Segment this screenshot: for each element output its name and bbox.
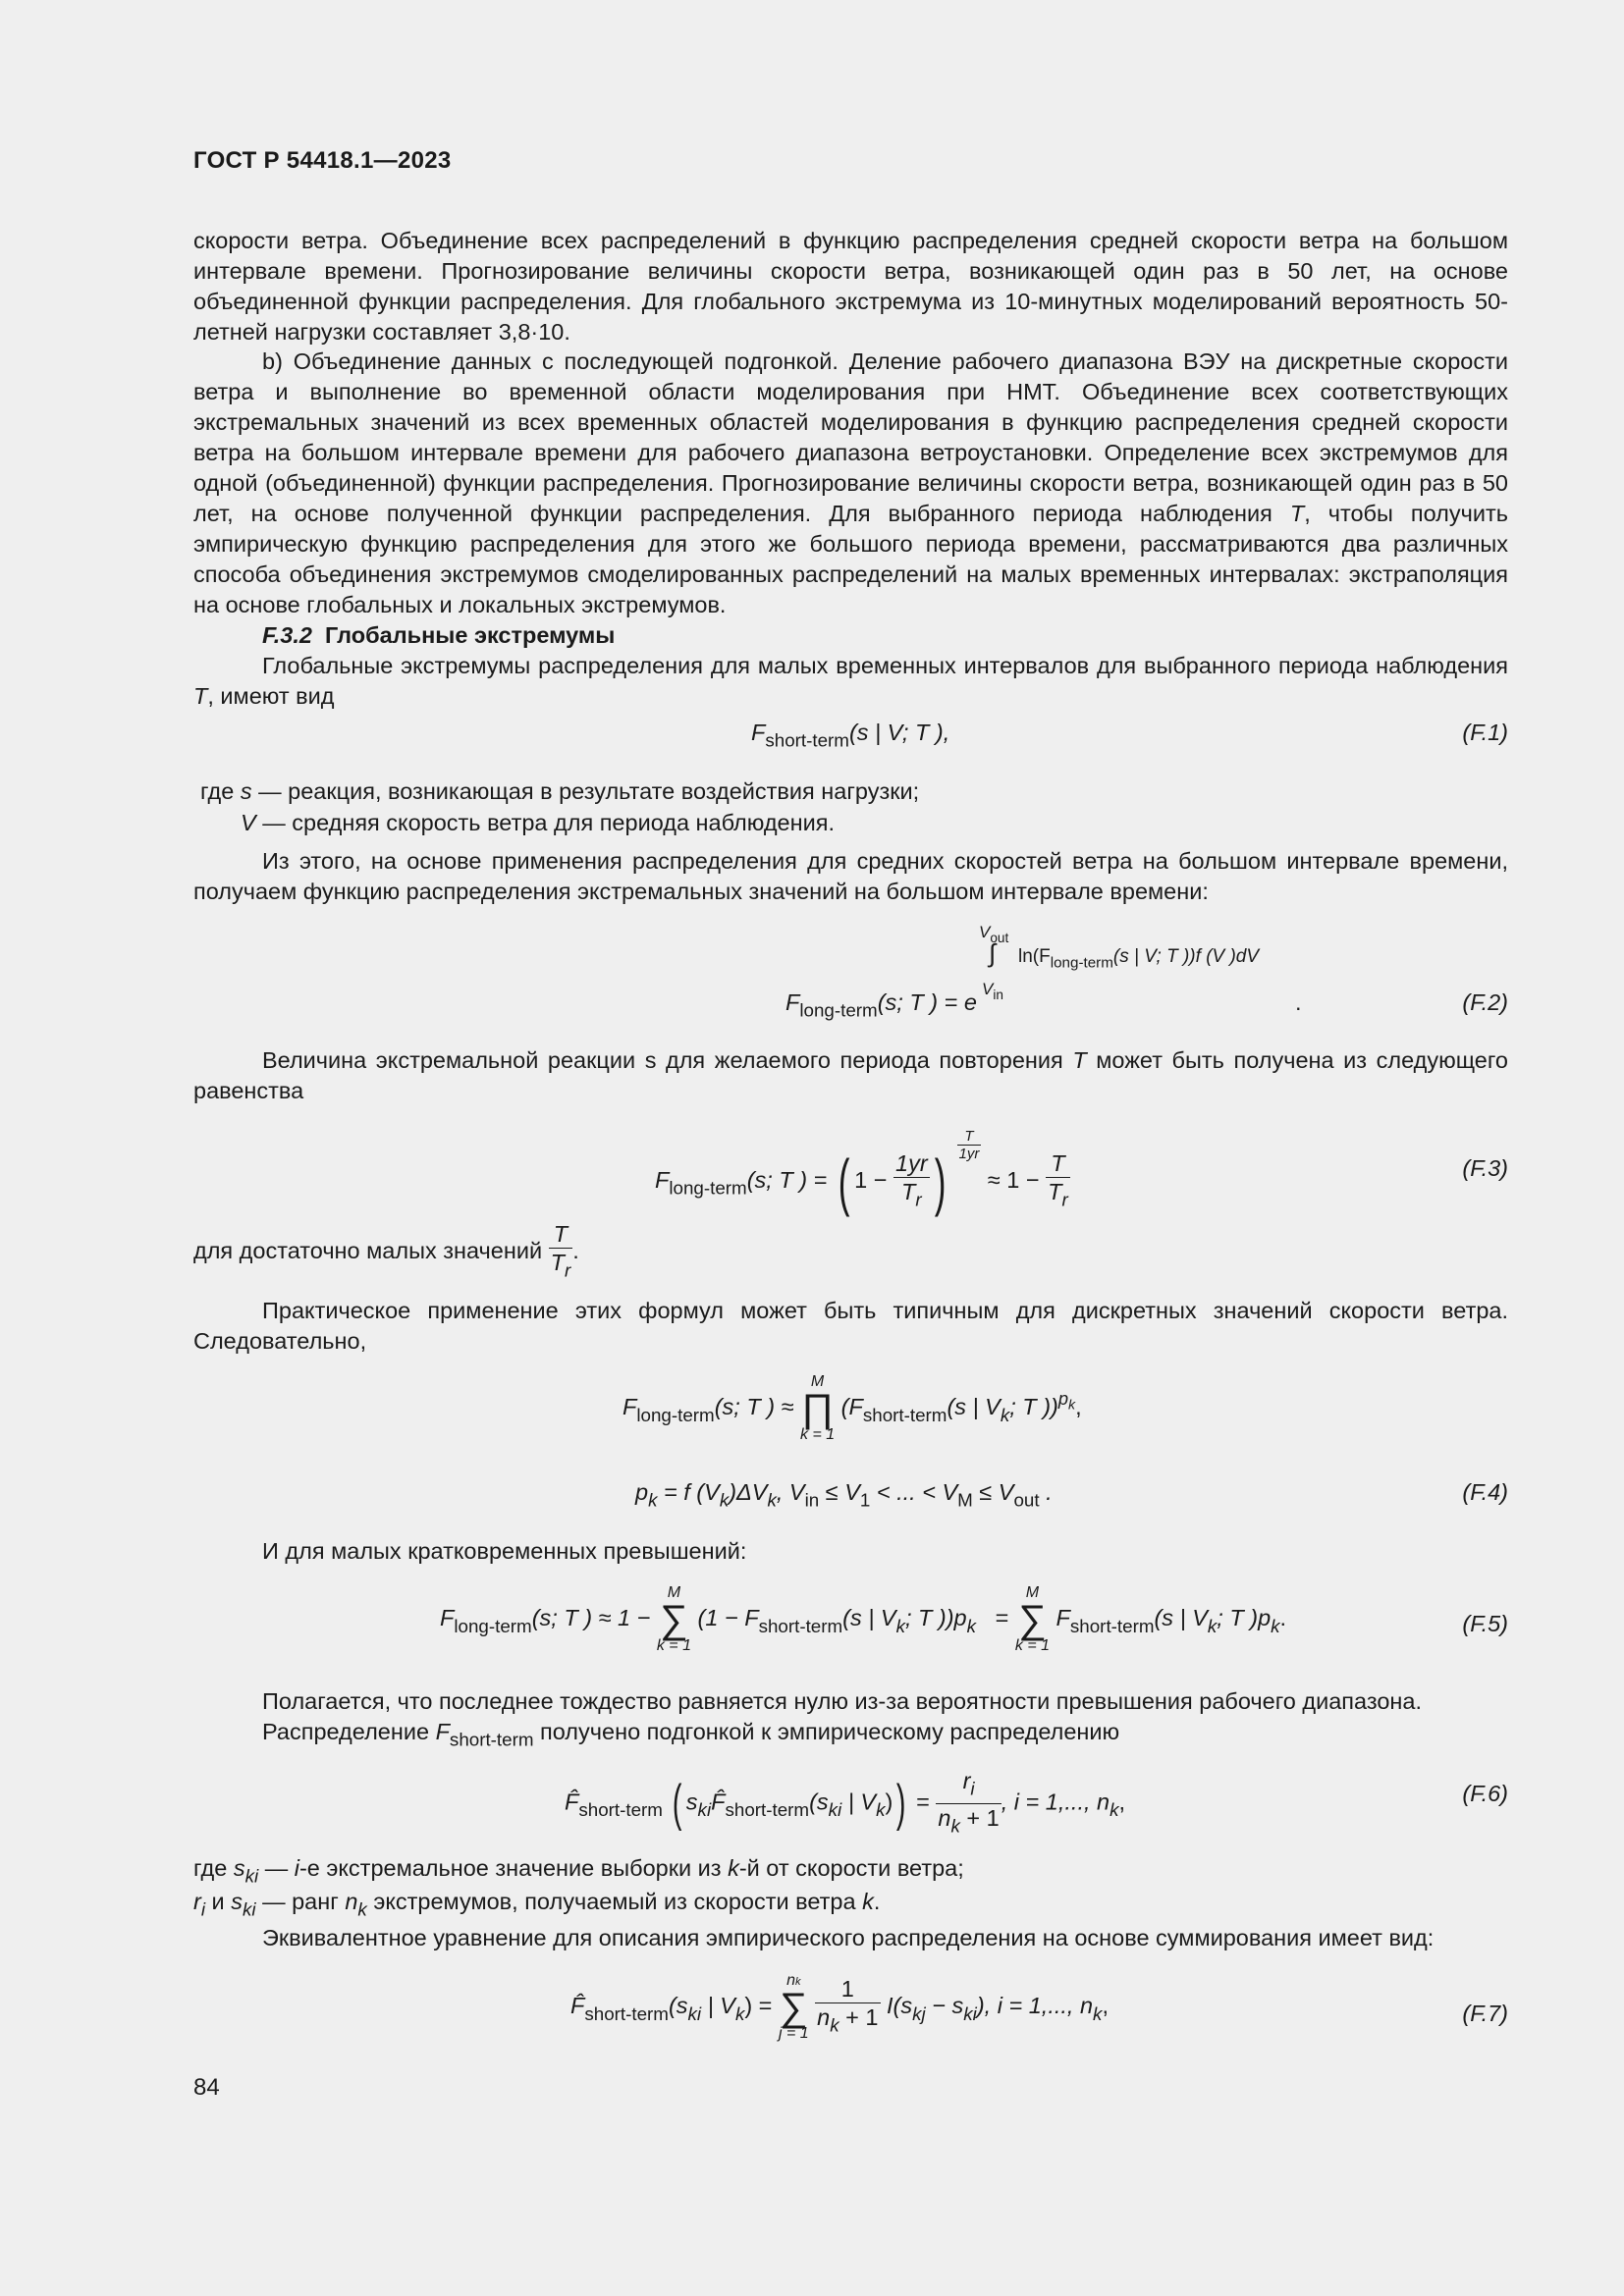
legend-symbol-sub: ki xyxy=(244,1865,259,1887)
legend-text: средняя скорость ветра для периода наблюдения. xyxy=(292,810,835,835)
f4b-v1: 1 xyxy=(859,1489,871,1511)
f4a-exp-sub: k xyxy=(1068,1396,1076,1413)
paragraph-3-text: Глобальные экстремумы распределения для малых временных интервалов для выбранного периода наблюдения xyxy=(262,653,1508,678)
f4a-body xyxy=(623,1374,1082,1443)
f4a-exp: p xyxy=(1057,1388,1069,1410)
f2-lhs-symbol: F xyxy=(785,989,800,1015)
f7-args-ki: ki xyxy=(687,2002,702,2024)
f4b-rest-k2: k xyxy=(767,1489,777,1511)
f2-upper-sub: out xyxy=(990,930,1009,945)
legend-dash: — xyxy=(264,1855,289,1881)
equation-f7 xyxy=(193,1973,1508,2052)
section-title: Глобальные экстремумы xyxy=(325,622,616,648)
f4b-vm: M xyxy=(957,1489,973,1511)
f7-args-c: ) = xyxy=(744,1993,773,2019)
fraction-denominator: T xyxy=(901,1179,916,1204)
legend-n-sub: k xyxy=(357,1898,367,1920)
f6-inner-b: (s xyxy=(809,1789,829,1815)
f5-end-sub: short-term xyxy=(1069,1615,1155,1636)
equation-number: (F.6) xyxy=(1462,1781,1508,1806)
f4a-term-c: ; T )) xyxy=(1009,1394,1058,1420)
f5-end-p: k xyxy=(1271,1615,1280,1636)
f4b-rest-d: ≤ V xyxy=(819,1479,860,1505)
f4b-rest-a: = f (V xyxy=(657,1479,720,1505)
f3-body xyxy=(655,1128,1070,1217)
f4b-rest-e: < ... < V xyxy=(870,1479,958,1505)
paragraph-7: Практическое применение этих формул может быть типичным для дискретных значений скорости ветра. Следовательно, xyxy=(193,1298,1508,1354)
paragraph-10 xyxy=(193,1717,1508,1755)
f4b-body xyxy=(635,1479,1053,1512)
fraction-denominator-sub: k xyxy=(950,1815,960,1837)
f4a-args: (s; T ) ≈ xyxy=(714,1394,794,1420)
f5-args: (s; T ) ≈ 1 − xyxy=(531,1605,651,1631)
f6-inner-d: ) xyxy=(885,1789,893,1815)
f4a-comma: , xyxy=(1075,1394,1082,1420)
paragraph-4: Из этого, на основе применения распределения для средних скоростей ветра на большом интервале времени, получаем функцию распределения экстремальных значений на большом интервале времени: xyxy=(193,848,1508,904)
f3-approx: ≈ 1 − xyxy=(987,1167,1040,1193)
operator-lower: j = 1 xyxy=(778,2025,809,2042)
equation-f4-line1 xyxy=(193,1374,1508,1453)
f5-end-a: F xyxy=(1056,1605,1070,1631)
fraction-numerator: 1yr xyxy=(895,1150,928,1176)
f4b-rest-f: ≤ V xyxy=(972,1479,1014,1505)
f6-tail-end: , xyxy=(1118,1789,1126,1815)
f2-lhs-sub: long-term xyxy=(799,999,878,1021)
page-number: 84 xyxy=(193,2074,220,2101)
legend-dash: — xyxy=(258,778,282,804)
f4a-term-b: (s | V xyxy=(947,1394,1001,1420)
f7-ind-ki: ki xyxy=(963,2002,977,2024)
f2-lower-symbol: V xyxy=(982,980,994,998)
exponent-numerator: T xyxy=(957,1128,982,1146)
legend-and: и xyxy=(211,1889,225,1914)
product-operator xyxy=(800,1374,835,1443)
legend-ital2: k xyxy=(728,1855,739,1881)
equation-f3 xyxy=(193,1114,1508,1217)
f3-args: (s; T ) = xyxy=(746,1167,828,1193)
f5-symbol: F xyxy=(440,1605,455,1631)
integral-sign: ∫ xyxy=(989,938,997,968)
paragraph-10-a: Распределение xyxy=(262,1719,430,1744)
legend-prefix: где xyxy=(193,1855,228,1881)
operator-upper: M xyxy=(1025,1584,1040,1601)
f1-sub: short-term xyxy=(765,729,849,751)
sum-operator xyxy=(1015,1585,1050,1654)
paragraph-5 xyxy=(193,1045,1508,1106)
legend-symbol: V xyxy=(241,810,256,835)
legend-text: ранг xyxy=(292,1889,339,1914)
legend-symbol: s xyxy=(240,778,252,804)
left-paren-icon: ( xyxy=(673,1775,682,1833)
equation-number: (F.3) xyxy=(1462,1155,1508,1181)
f3-sub: long-term xyxy=(669,1177,747,1199)
f2-lower-limit xyxy=(982,980,1003,1002)
f2-integrand-sub: long-term xyxy=(1050,954,1113,972)
f5-body xyxy=(440,1585,1286,1654)
paragraph-11: Эквивалентное уравнение для описания эмпирического распределения на основе суммирования имеет вид: xyxy=(262,1925,1435,1950)
paragraph-6-text: для достаточно малых значений xyxy=(193,1238,543,1263)
fraction-denominator: T xyxy=(1048,1179,1062,1204)
f6-sub: short-term xyxy=(578,1798,663,1820)
f7-args-k: k xyxy=(734,2002,745,2024)
f7-body xyxy=(570,1973,1109,2042)
f7-symbol: F̂ xyxy=(570,1993,585,2019)
f4b-rest-b: )ΔV xyxy=(729,1479,768,1505)
f4a-term-sub: short-term xyxy=(862,1404,947,1425)
operator-lower: k = 1 xyxy=(800,1426,836,1443)
f4a-term-a: (F xyxy=(840,1394,863,1420)
f4b-rest-g: . xyxy=(1039,1479,1053,1505)
f2-lower-sub: in xyxy=(993,987,1003,1002)
operator-lower: k = 1 xyxy=(1014,1637,1051,1654)
f4b-p-sub: k xyxy=(648,1489,658,1511)
legend-row xyxy=(241,810,835,836)
f5-mid-b: (s | V xyxy=(842,1605,896,1631)
legend-prefix: где xyxy=(200,778,235,804)
legend-dash: — xyxy=(262,810,286,835)
right-paren-icon: ) xyxy=(934,1146,947,1217)
paragraph-2-text: b) Объединение данных с последующей подгонкой. Деление рабочего диапазона ВЭУ на дискретные скорости ветра и выполнение во временной области моделирования при НМТ. Объединение всех соответствующих экстремальных значений из всех временных областей моделирования в функцию распределения средней скорости ветра на большом интервале времени для рабочего диапазона ветроустановки. Определение всех экстремумов для одной (объединенной) функции распределения. Прогнозирование величины скорости ветра, возникающей один раз в 50 лет, на основе полученной функции распределения. Для выбранного периода наблюдения xyxy=(193,348,1508,526)
fraction-denominator: T xyxy=(550,1250,565,1275)
f6-tail: , i = 1,..., n xyxy=(1001,1789,1110,1815)
paragraph-2 xyxy=(193,347,1508,620)
equation-f2 xyxy=(193,923,1508,1021)
f7-ind-c: ), i = 1,..., n xyxy=(976,1993,1094,2019)
paragraph-3-tail: , имеют вид xyxy=(207,683,335,709)
fraction-denominator: n xyxy=(817,2004,831,2031)
paragraph-3 xyxy=(193,651,1508,712)
equation-number: (F.4) xyxy=(1462,1479,1508,1505)
sum-icon: ∑ xyxy=(780,1986,808,2029)
f6-inner-F: F̂ xyxy=(711,1789,726,1815)
paragraph-2-var: T xyxy=(1289,501,1305,526)
operator-upper: n xyxy=(786,1972,795,1989)
equation-number: (F.2) xyxy=(1462,989,1508,1015)
equation-f1 xyxy=(193,720,1508,755)
f5-end-b: (s | V xyxy=(1154,1605,1208,1631)
f6-symbol: F̂ xyxy=(565,1789,579,1815)
f3-fraction-1 xyxy=(893,1149,930,1214)
fraction-numerator: 1 xyxy=(815,1975,880,2003)
fraction-denominator-sub: r xyxy=(915,1189,922,1210)
equation-f4-line2 xyxy=(193,1479,1508,1513)
fraction-numerator: T xyxy=(1046,1149,1070,1178)
equation-f6 xyxy=(193,1767,1508,1836)
paragraph-5-var: T xyxy=(1072,1047,1087,1073)
operator-upper: M xyxy=(667,1584,681,1601)
exponent-denominator: 1yr xyxy=(958,1146,980,1162)
f5-mid-a: (1 − F xyxy=(697,1605,759,1631)
legend-k: k xyxy=(862,1889,874,1914)
product-icon: ∏ xyxy=(801,1387,835,1430)
paragraph-5-a: Величина экстремальной реакции s для желаемого периода повторения xyxy=(262,1047,1063,1073)
sum-icon: ∑ xyxy=(660,1598,688,1641)
f6-tail-sub: k xyxy=(1110,1798,1119,1820)
f3-exponent-fraction xyxy=(957,1128,982,1162)
f7-ind-end: , xyxy=(1102,1993,1109,2019)
legend-row xyxy=(200,778,919,805)
f7-args-b: | V xyxy=(701,1993,735,2019)
paragraph-5-b: может быть получена из следующего равенства xyxy=(193,1047,1509,1103)
f2-lhs-args: (s; T ) = e xyxy=(877,989,977,1015)
f7-ind-kj: kj xyxy=(912,2002,926,2024)
f5-mid-sub: short-term xyxy=(758,1615,843,1636)
paragraph-10-b: получено подгонкой к эмпирическому распределению xyxy=(540,1719,1120,1744)
f4b-vout: out xyxy=(1013,1489,1040,1511)
f5-end-c: ; T )p xyxy=(1217,1605,1272,1631)
fraction-denominator-sub: r xyxy=(564,1259,571,1281)
paragraph-6 xyxy=(193,1220,1508,1285)
legend-dash: — xyxy=(262,1889,286,1914)
equation-number: (F.5) xyxy=(1462,1611,1508,1636)
f4b-rest-c: , V xyxy=(776,1479,805,1505)
legend-text: экстремумов, получаемый из скорости ветра xyxy=(373,1889,856,1914)
f6-inner-ki: ki xyxy=(697,1798,712,1820)
sum-operator xyxy=(657,1585,691,1654)
paragraph-8: И для малых кратковременных превышений: xyxy=(262,1538,747,1564)
f7-ind-a: I(s xyxy=(887,1993,913,2019)
f6-fraction xyxy=(936,1767,1001,1840)
f3-fraction-2 xyxy=(1046,1149,1070,1214)
f4b-rest-k: k xyxy=(719,1489,730,1511)
fraction-denominator: n xyxy=(938,1804,951,1831)
inline-symbol: F xyxy=(435,1719,450,1744)
legend-ital: i xyxy=(294,1855,299,1881)
f4a-symbol: F xyxy=(623,1394,637,1420)
legend-text: -й от скорости ветра; xyxy=(738,1855,964,1881)
f7-ind-k: k xyxy=(1093,2002,1103,2024)
f6-inner-c: | V xyxy=(841,1789,877,1815)
operator-upper: M xyxy=(810,1373,825,1390)
legend-r-sub: i xyxy=(200,1898,206,1920)
paragraph-3-var: T xyxy=(193,683,208,709)
f6-eq: = xyxy=(916,1789,930,1815)
f1-args: (s | V; T ), xyxy=(848,720,950,745)
f3-symbol: F xyxy=(655,1167,670,1193)
f2-integrand-b: (s | V; T ))f (V )dV xyxy=(1112,946,1260,967)
operator-upper-sub: k xyxy=(795,1976,801,1988)
f2-integrand xyxy=(1018,946,1259,971)
fraction-numerator-sub: i xyxy=(970,1778,975,1799)
left-paren-icon: ( xyxy=(838,1146,850,1217)
f4a-term-k: k xyxy=(1000,1404,1010,1425)
equation-number: (F.1) xyxy=(1462,720,1508,745)
legend-row xyxy=(193,1855,964,1888)
f6-inner-k: k xyxy=(876,1798,886,1820)
inline-sub: short-term xyxy=(449,1729,534,1750)
legend-text: реакция, возникающая в результате воздействия нагрузки; xyxy=(288,778,920,804)
section-heading xyxy=(193,620,1508,651)
f6-body xyxy=(565,1767,1125,1840)
paragraph-2-tail: , чтобы получить эмпирическую функцию распределения для этого же большого периода времени, рассматриваются два различных способа объединения экстремумов смоделированных распределений на малых временных интервалах: экстраполяция на основе глобальных и локальных экстремумов. xyxy=(193,501,1509,617)
legend-r: r xyxy=(193,1889,201,1914)
f7-fraction xyxy=(815,1975,880,2040)
f5-sub: long-term xyxy=(454,1615,532,1636)
f2-dot: . xyxy=(1295,989,1302,1015)
legend-text: -е экстремальное значение выборки из xyxy=(298,1855,722,1881)
f5-end-k: k xyxy=(1207,1615,1218,1636)
section-number: F.3.2 xyxy=(262,622,312,648)
sum-operator xyxy=(779,1973,809,2042)
legend-n: n xyxy=(345,1889,358,1914)
fraction-denominator-plus: + 1 xyxy=(959,1804,1000,1831)
f5-mid-c: ; T ))p xyxy=(904,1605,967,1631)
fraction-numerator: T xyxy=(549,1220,573,1249)
paragraph-9: Полагается, что последнее тождество равняется нулю из-за вероятности превышения рабочего диапазона. xyxy=(262,1688,1422,1714)
f7-ind-b: − s xyxy=(925,1993,964,2019)
f2-upper-symbol: V xyxy=(979,923,991,941)
p6-dot: . xyxy=(572,1238,579,1263)
f7-args-a: (s xyxy=(668,1993,688,2019)
f6-inner-a: s xyxy=(685,1789,698,1815)
f5-end-d: . xyxy=(1279,1605,1287,1631)
f7-sub: short-term xyxy=(584,2002,669,2024)
f4b-p: p xyxy=(635,1479,649,1505)
f4a-sub: long-term xyxy=(636,1404,715,1425)
f2-integrand-a: ln(F xyxy=(1018,946,1051,967)
legend-end: . xyxy=(873,1889,881,1914)
p6-fraction xyxy=(549,1220,573,1285)
fraction-denominator-sub: r xyxy=(1061,1189,1068,1210)
f5-eq: = xyxy=(995,1605,1009,1631)
fraction-denominator-plus: + 1 xyxy=(839,2004,879,2031)
equation-f1-body xyxy=(751,720,949,752)
legend-symbol: s xyxy=(233,1855,245,1881)
f1-symbol: F xyxy=(751,720,766,745)
f6-inner-sub: short-term xyxy=(725,1798,810,1820)
right-paren-icon: ) xyxy=(896,1775,906,1833)
f5-mid-k: k xyxy=(895,1615,905,1636)
f3-one: 1 − xyxy=(854,1167,888,1193)
f6-inner-ki2: ki xyxy=(828,1798,842,1820)
fraction-numerator: r xyxy=(962,1768,971,1793)
paragraph-1: скорости ветра. Объединение всех распределений в функцию распределения средней скорости ветра на большом интервале времени. Прогнозирование величины скорости ветра, возникающей один раз в 50 лет, на основе объединенной функции распределения. Для глобального экстремума из 10-минутных моделирований вероятность 50-летней нагрузки составляет 3,8·10. xyxy=(193,228,1508,345)
equation-number: (F.7) xyxy=(1462,2001,1508,2026)
legend-symbol-sub: ki xyxy=(242,1898,256,1920)
equation-f5 xyxy=(193,1585,1508,1664)
legend-symbol: s xyxy=(231,1889,243,1914)
document-header: ГОСТ Р 54418.1—2023 xyxy=(193,147,452,174)
sum-icon: ∑ xyxy=(1018,1598,1047,1641)
f2-lhs xyxy=(785,989,977,1022)
legend-row xyxy=(193,1889,880,1921)
f4b-vin: in xyxy=(804,1489,820,1511)
f5-mid-p: k xyxy=(966,1615,977,1636)
fraction-denominator-sub: k xyxy=(830,2014,839,2036)
operator-lower: k = 1 xyxy=(656,1637,691,1654)
